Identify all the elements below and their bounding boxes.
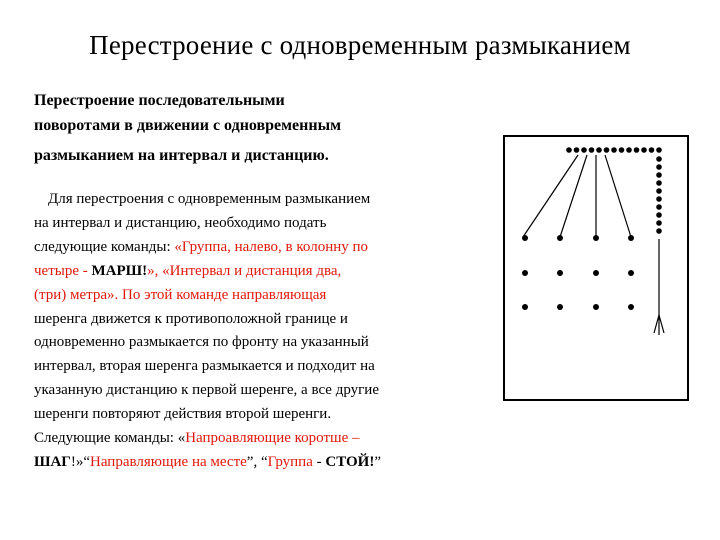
body-text-span: ” [374, 453, 382, 470]
body-line: одновременно размыкается по фронту на указанный [34, 334, 369, 351]
body-text-span: следующие команды: [34, 238, 175, 255]
column-dot [656, 204, 662, 210]
subtitle-line: размыканием на интервал и дистанцию. [34, 147, 329, 164]
column-dot [656, 172, 662, 178]
column-dot [574, 147, 580, 153]
body-paragraph [34, 188, 474, 475]
column-dot [581, 147, 587, 153]
column-dot [656, 212, 662, 218]
formation-dot [522, 270, 528, 276]
column-dot [656, 147, 662, 153]
slide-title: Перестроение с одновременным размыканием [89, 30, 631, 60]
column-dot [566, 147, 572, 153]
command-text: », «Интервал и дистанция два, [147, 262, 342, 279]
formation-dot [522, 235, 528, 241]
column-dot [619, 147, 625, 153]
arrow-barb [654, 315, 659, 333]
body-line [34, 236, 474, 260]
formation-dot [522, 304, 528, 310]
formation-dot [593, 235, 599, 241]
formation-diagram [503, 135, 689, 401]
command-text: Группа [267, 453, 313, 470]
subtitle-block [34, 92, 474, 172]
column-dots-vertical [656, 156, 662, 234]
formation-dot [628, 270, 634, 276]
formation-dot [628, 235, 634, 241]
column-dot [634, 147, 640, 153]
column-dot [656, 164, 662, 170]
body-line: (три) метра». По этой команде направляющая [34, 286, 327, 303]
subtitle-line: Перестроение последовательными [34, 92, 285, 109]
formation-dot [557, 304, 563, 310]
column-dot [656, 188, 662, 194]
body-line: интервал, вторая шеренга размыкается и подходит на [34, 358, 375, 375]
subtitle-line: поворотами в движении с одновременным [34, 117, 341, 134]
body-line [34, 451, 474, 475]
column-dot [656, 196, 662, 202]
formation-dot [628, 304, 634, 310]
body-line [34, 427, 474, 451]
movement-line [560, 155, 587, 237]
column-dot [604, 147, 610, 153]
body-line: шеренги повторяют действия второй шеренги. [34, 406, 332, 423]
command-emphasis: СТОЙ! [325, 453, 375, 470]
body-line: указанную дистанцию к первой шеренге, а все другие [34, 382, 379, 399]
body-line: шеренга движется к противоположной границе и [34, 310, 348, 327]
column-dot [656, 228, 662, 234]
body-text-span: Следующие команды: « [34, 430, 186, 447]
command-emphasis: МАРШ! [91, 262, 148, 279]
body-line: на интервал и дистанцию, необходимо подать [34, 214, 327, 231]
movement-line [523, 155, 578, 237]
formation-dot [593, 304, 599, 310]
command-emphasis: ШАГ [34, 453, 71, 470]
command-text: Напроавляющие коротше – [185, 430, 360, 447]
column-dot [641, 147, 647, 153]
body-text-span: - [312, 453, 326, 470]
command-text: четыре - [34, 262, 92, 279]
column-dot [649, 147, 655, 153]
direction-arrow-icon [654, 239, 664, 335]
command-text: «Группа, налево, в колонну по [174, 238, 369, 255]
column-dot [589, 147, 595, 153]
body-line [34, 260, 474, 284]
arrow-barb [659, 315, 664, 333]
movement-line [605, 155, 631, 237]
command-text: Направляющие на месте [90, 453, 247, 470]
column-dot [626, 147, 632, 153]
formation-dot [593, 270, 599, 276]
body-text-span: ”, “ [246, 453, 268, 470]
column-dot [656, 156, 662, 162]
formation-dot [557, 270, 563, 276]
movement-lines [523, 155, 631, 237]
formation-grid-dots [522, 235, 634, 310]
formation-dot [557, 235, 563, 241]
column-dot [656, 180, 662, 186]
body-line: Для перестроения с одновременным размыканием [48, 191, 371, 207]
column-dots-row [566, 147, 662, 153]
column-dot [596, 147, 602, 153]
body-text-span: !»“ [70, 453, 91, 470]
column-dot [611, 147, 617, 153]
column-dot [656, 220, 662, 226]
